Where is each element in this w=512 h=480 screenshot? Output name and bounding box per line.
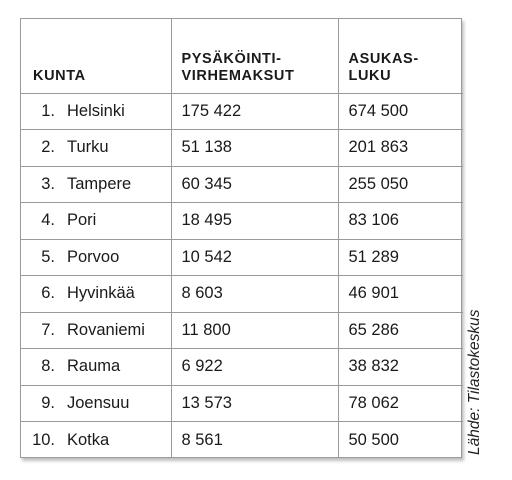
table-row [21, 276, 463, 313]
table-row [21, 203, 463, 240]
rank-number: 10. [32, 430, 55, 449]
header-sakot-line1: PYSÄKÖINTI- [181, 50, 282, 67]
municipality-cell [21, 203, 171, 240]
municipality-cell [21, 349, 171, 386]
municipality-name: Rauma [67, 357, 121, 376]
municipality-name: Rovaniemi [67, 320, 145, 339]
table-row [21, 349, 463, 386]
rank-number: 1. [41, 101, 55, 120]
parking-fines-cell: 13 573 [171, 385, 338, 422]
municipality-cell [21, 276, 171, 313]
parking-fines-cell: 18 495 [171, 203, 338, 240]
parking-fines-cell: 8 561 [171, 422, 338, 459]
population-cell: 38 832 [338, 349, 463, 386]
table-row [21, 166, 463, 203]
municipality-name: Hyvinkää [67, 284, 135, 303]
rank-number: 9. [41, 393, 55, 412]
source-note: Lähde: Tilastokeskus [466, 309, 483, 455]
parking-fines-cell: 6 922 [171, 349, 338, 386]
municipality-cell [21, 385, 171, 422]
table-row [21, 93, 463, 130]
municipality-name: Turku [67, 138, 109, 157]
header-row [21, 19, 463, 93]
rank-number: 4. [41, 211, 55, 230]
municipality-cell [21, 166, 171, 203]
header-asukas-line1: ASUKAS- [348, 50, 419, 67]
population-cell: 50 500 [338, 422, 463, 459]
rank-number: 2. [41, 138, 55, 157]
population-cell: 46 901 [338, 276, 463, 313]
rank-number: 8. [41, 357, 55, 376]
table-row [21, 239, 463, 276]
municipality-name: Pori [67, 211, 97, 230]
table-row [21, 422, 463, 459]
table-row [21, 312, 463, 349]
parking-fines-cell: 8 603 [171, 276, 338, 313]
header-asukas-line2: LUKU [348, 67, 392, 84]
municipality-cell [21, 130, 171, 167]
table-row [21, 385, 463, 422]
municipality-name: Porvoo [67, 247, 120, 266]
rank-number: 5. [41, 247, 55, 266]
municipality-name: Kotka [67, 430, 110, 449]
parking-fines-cell: 175 422 [171, 93, 338, 130]
population-cell: 255 050 [338, 166, 463, 203]
table-row [21, 130, 463, 167]
municipality-cell [21, 93, 171, 130]
population-cell: 65 286 [338, 312, 463, 349]
municipality-cell [21, 312, 171, 349]
parking-fines-table-frame [20, 18, 462, 458]
municipality-name: Helsinki [67, 101, 125, 120]
population-cell: 201 863 [338, 130, 463, 167]
municipality-name: Joensuu [67, 393, 130, 412]
parking-fines-cell: 60 345 [171, 166, 338, 203]
header-asukasluku [338, 19, 463, 93]
parking-fines-table [21, 19, 463, 458]
parking-fines-cell: 10 542 [171, 239, 338, 276]
population-cell: 83 106 [338, 203, 463, 240]
header-kunta-label: KUNTA [33, 67, 86, 84]
municipality-cell [21, 239, 171, 276]
header-pysakointivirhemaksut [171, 19, 338, 93]
population-cell: 51 289 [338, 239, 463, 276]
header-kunta [21, 19, 171, 93]
header-sakot-line2: VIRHEMAKSUT [181, 67, 295, 84]
municipality-name: Tampere [67, 174, 132, 193]
parking-fines-cell: 51 138 [171, 130, 338, 167]
population-cell: 78 062 [338, 385, 463, 422]
rank-number: 6. [41, 284, 55, 303]
parking-fines-cell: 11 800 [171, 312, 338, 349]
rank-number: 3. [41, 174, 55, 193]
municipality-cell [21, 422, 171, 459]
population-cell: 674 500 [338, 93, 463, 130]
rank-number: 7. [41, 320, 55, 339]
